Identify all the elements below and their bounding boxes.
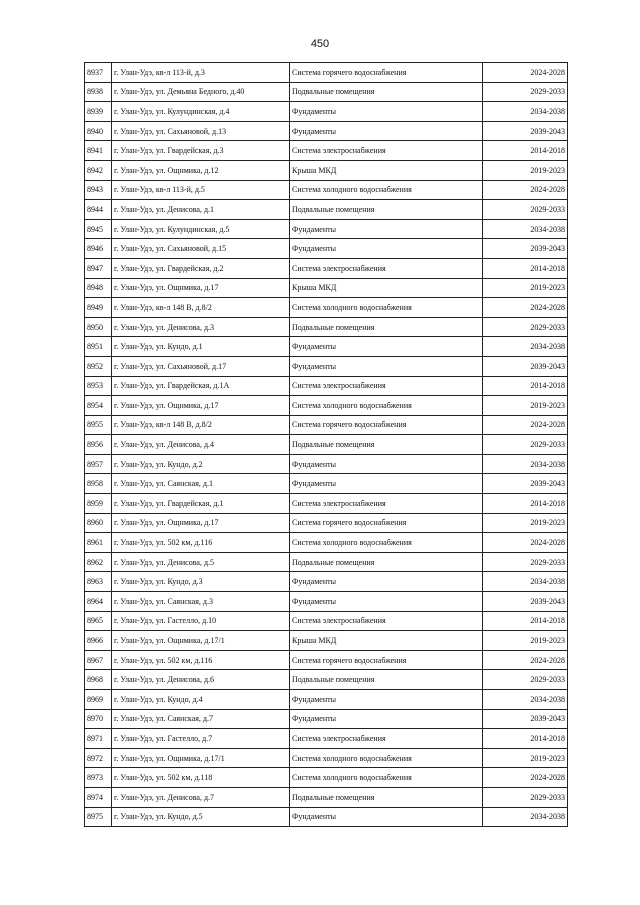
address-cell: г. Улан-Удэ, ул. Сахьяновой, д.13 [112,121,290,141]
system-cell: Система электроснабжения [290,611,483,631]
table-row [85,748,568,768]
system-cell: Система холодного водоснабжения [290,396,483,416]
system-cell: Система электроснабжения [290,729,483,749]
address-cell: г. Улан-Удэ, ул. Гвардейская, д.3 [112,141,290,161]
period-cell: 2029-2033 [483,82,568,102]
table-row [85,337,568,357]
period-cell: 2024-2028 [483,415,568,435]
row-number-cell: 8973 [85,768,112,788]
period-cell: 2014-2018 [483,729,568,749]
system-cell: Фундаменты [290,709,483,729]
system-cell: Система электроснабжения [290,141,483,161]
period-cell: 2024-2028 [483,180,568,200]
table-row [85,709,568,729]
row-number-cell: 8971 [85,729,112,749]
table-row [85,82,568,102]
period-cell: 2039-2043 [483,239,568,259]
table-row [85,611,568,631]
table-row [85,454,568,474]
period-cell: 2029-2033 [483,200,568,220]
system-cell: Система холодного водоснабжения [290,298,483,318]
address-cell: г. Улан-Удэ, ул. Кундо, д.5 [112,807,290,827]
row-number-cell: 8963 [85,572,112,592]
system-cell: Крыша МКД [290,160,483,180]
period-cell: 2034-2038 [483,219,568,239]
table-row [85,180,568,200]
table-row [85,160,568,180]
period-cell: 2024-2028 [483,768,568,788]
system-cell: Система электроснабжения [290,376,483,396]
registry-table [84,62,568,827]
system-cell: Система электроснабжения [290,494,483,514]
table-row [85,239,568,259]
system-cell: Крыша МКД [290,631,483,651]
system-cell: Фундаменты [290,121,483,141]
table-row [85,474,568,494]
table-row [85,670,568,690]
system-cell: Фундаменты [290,690,483,710]
period-cell: 2029-2033 [483,552,568,572]
address-cell: г. Улан-Удэ, кв-л 148 В, д.8/2 [112,415,290,435]
row-number-cell: 8940 [85,121,112,141]
table-row [85,415,568,435]
period-cell: 2024-2028 [483,533,568,553]
system-cell: Фундаменты [290,102,483,122]
address-cell: г. Улан-Удэ, ул. Кундо, д.3 [112,572,290,592]
period-cell: 2014-2018 [483,258,568,278]
system-cell: Система горячего водоснабжения [290,415,483,435]
table-row [85,356,568,376]
table-row [85,533,568,553]
row-number-cell: 8967 [85,650,112,670]
system-cell: Система горячего водоснабжения [290,63,483,83]
row-number-cell: 8952 [85,356,112,376]
address-cell: г. Улан-Удэ, кв-л 113-й, д.5 [112,180,290,200]
address-cell: г. Улан-Удэ, кв-л 148 В, д.8/2 [112,298,290,318]
address-cell: г. Улан-Удэ, ул. 502 км, д.116 [112,533,290,553]
system-cell: Система холодного водоснабжения [290,768,483,788]
address-cell: г. Улан-Удэ, ул. Ощнмика, д.17 [112,396,290,416]
system-cell: Фундаменты [290,572,483,592]
period-cell: 2039-2043 [483,709,568,729]
period-cell: 2024-2028 [483,650,568,670]
row-number-cell: 8950 [85,317,112,337]
period-cell: 2014-2018 [483,376,568,396]
address-cell: г. Улан-Удэ, ул. Гвардейская, д.1А [112,376,290,396]
period-cell: 2014-2018 [483,611,568,631]
row-number-cell: 8944 [85,200,112,220]
address-cell: г. Улан-Удэ, ул. 502 км, д.118 [112,768,290,788]
row-number-cell: 8953 [85,376,112,396]
row-number-cell: 8962 [85,552,112,572]
table-row [85,494,568,514]
address-cell: г. Улан-Удэ, кв-л 113-й, д.3 [112,63,290,83]
system-cell: Система горячего водоснабжения [290,513,483,533]
address-cell: г. Улан-Удэ, ул. Ощнмика, д.17/1 [112,631,290,651]
table-row [85,278,568,298]
page-number: 450 [310,38,330,50]
period-cell: 2019-2023 [483,513,568,533]
table-row [85,592,568,612]
row-number-cell: 8942 [85,160,112,180]
address-cell: г. Улан-Удэ, ул. Денисова, д.5 [112,552,290,572]
row-number-cell: 8966 [85,631,112,651]
period-cell: 2034-2038 [483,690,568,710]
address-cell: г. Улан-Удэ, ул. Ощнмика, д.17 [112,278,290,298]
system-cell: Подвальные помещения [290,82,483,102]
table-row [85,513,568,533]
row-number-cell: 8970 [85,709,112,729]
address-cell: г. Улан-Удэ, ул. Гастелло, д.10 [112,611,290,631]
address-cell: г. Улан-Удэ, ул. Гвардейская, д.1 [112,494,290,514]
address-cell: г. Улан-Удэ, ул. Кундо, д.1 [112,337,290,357]
period-cell: 2039-2043 [483,474,568,494]
system-cell: Фундаменты [290,337,483,357]
row-number-cell: 8974 [85,787,112,807]
system-cell: Фундаменты [290,239,483,259]
table-row [85,141,568,161]
row-number-cell: 8941 [85,141,112,161]
address-cell: г. Улан-Удэ, ул. Денисова, д.4 [112,435,290,455]
address-cell: г. Улан-Удэ, ул. Гастелло, д.7 [112,729,290,749]
system-cell: Фундаменты [290,219,483,239]
period-cell: 2029-2033 [483,787,568,807]
system-cell: Фундаменты [290,592,483,612]
address-cell: г. Улан-Удэ, ул. Кундо, д.4 [112,690,290,710]
table-row [85,650,568,670]
table-row [85,631,568,651]
registry-table-body [85,63,568,827]
row-number-cell: 8947 [85,258,112,278]
system-cell: Подвальные помещения [290,317,483,337]
period-cell: 2034-2038 [483,102,568,122]
table-row [85,298,568,318]
period-cell: 2019-2023 [483,278,568,298]
address-cell: г. Улан-Удэ, ул. Гвардейская, д.2 [112,258,290,278]
table-row [85,200,568,220]
system-cell: Подвальные помещения [290,787,483,807]
table-row [85,376,568,396]
period-cell: 2034-2038 [483,454,568,474]
table-row [85,729,568,749]
system-cell: Подвальные помещения [290,670,483,690]
address-cell: г. Улан-Удэ, ул. Ощнмика, д.17/1 [112,748,290,768]
row-number-cell: 8939 [85,102,112,122]
period-cell: 2019-2023 [483,396,568,416]
period-cell: 2034-2038 [483,337,568,357]
row-number-cell: 8937 [85,63,112,83]
address-cell: г. Улан-Удэ, ул. Саянская, д.7 [112,709,290,729]
row-number-cell: 8949 [85,298,112,318]
address-cell: г. Улан-Удэ, ул. Денисова, д.6 [112,670,290,690]
row-number-cell: 8972 [85,748,112,768]
address-cell: г. Улан-Удэ, ул. Денисова, д.3 [112,317,290,337]
table-row [85,572,568,592]
system-cell: Система холодного водоснабжения [290,748,483,768]
table-row [85,690,568,710]
period-cell: 2019-2023 [483,631,568,651]
row-number-cell: 8938 [85,82,112,102]
address-cell: г. Улан-Удэ, ул. Демьяна Бедного, д.40 [112,82,290,102]
period-cell: 2029-2033 [483,435,568,455]
address-cell: г. Улан-Удэ, ул. Саянская, д.3 [112,592,290,612]
period-cell: 2014-2018 [483,141,568,161]
system-cell: Подвальные помещения [290,435,483,455]
row-number-cell: 8955 [85,415,112,435]
system-cell: Система холодного водоснабжения [290,533,483,553]
table-row [85,435,568,455]
address-cell: г. Улан-Удэ, ул. Саянская, д.1 [112,474,290,494]
table-row [85,121,568,141]
period-cell: 2019-2023 [483,748,568,768]
row-number-cell: 8951 [85,337,112,357]
table-row [85,258,568,278]
address-cell: г. Улан-Удэ, ул. 502 км, д.116 [112,650,290,670]
table-row [85,396,568,416]
period-cell: 2024-2028 [483,298,568,318]
period-cell: 2039-2043 [483,356,568,376]
period-cell: 2019-2023 [483,160,568,180]
table-row [85,219,568,239]
period-cell: 2029-2033 [483,670,568,690]
row-number-cell: 8961 [85,533,112,553]
address-cell: г. Улан-Удэ, ул. Кулундинская, д.4 [112,102,290,122]
row-number-cell: 8975 [85,807,112,827]
table-row [85,768,568,788]
row-number-cell: 8954 [85,396,112,416]
period-cell: 2034-2038 [483,807,568,827]
address-cell: г. Улан-Удэ, ул. Ощнмика, д.17 [112,513,290,533]
system-cell: Подвальные помещения [290,552,483,572]
system-cell: Фундаменты [290,474,483,494]
system-cell: Система холодного водоснабжения [290,180,483,200]
row-number-cell: 8945 [85,219,112,239]
period-cell: 2039-2043 [483,592,568,612]
row-number-cell: 8948 [85,278,112,298]
row-number-cell: 8958 [85,474,112,494]
table-row [85,317,568,337]
address-cell: г. Улан-Удэ, ул. Денисова, д.1 [112,200,290,220]
row-number-cell: 8969 [85,690,112,710]
address-cell: г. Улан-Удэ, ул. Ощнмика, д.12 [112,160,290,180]
row-number-cell: 8943 [85,180,112,200]
row-number-cell: 8965 [85,611,112,631]
system-cell: Крыша МКД [290,278,483,298]
row-number-cell: 8968 [85,670,112,690]
row-number-cell: 8956 [85,435,112,455]
row-number-cell: 8957 [85,454,112,474]
system-cell: Система электроснабжения [290,258,483,278]
table-row [85,787,568,807]
period-cell: 2014-2018 [483,494,568,514]
row-number-cell: 8959 [85,494,112,514]
period-cell: 2034-2038 [483,572,568,592]
period-cell: 2029-2033 [483,317,568,337]
period-cell: 2024-2028 [483,63,568,83]
system-cell: Фундаменты [290,454,483,474]
table-row [85,552,568,572]
address-cell: г. Улан-Удэ, ул. Кундо, д.2 [112,454,290,474]
address-cell: г. Улан-Удэ, ул. Кулундинская, д.5 [112,219,290,239]
period-cell: 2039-2043 [483,121,568,141]
system-cell: Система горячего водоснабжения [290,650,483,670]
system-cell: Фундаменты [290,807,483,827]
system-cell: Фундаменты [290,356,483,376]
table-row [85,63,568,83]
table-row [85,102,568,122]
row-number-cell: 8946 [85,239,112,259]
address-cell: г. Улан-Удэ, ул. Денисова, д.7 [112,787,290,807]
row-number-cell: 8964 [85,592,112,612]
system-cell: Подвальные помещения [290,200,483,220]
address-cell: г. Улан-Удэ, ул. Сахьяновой, д.17 [112,356,290,376]
address-cell: г. Улан-Удэ, ул. Сахьяновой, д.15 [112,239,290,259]
row-number-cell: 8960 [85,513,112,533]
table-row [85,807,568,827]
